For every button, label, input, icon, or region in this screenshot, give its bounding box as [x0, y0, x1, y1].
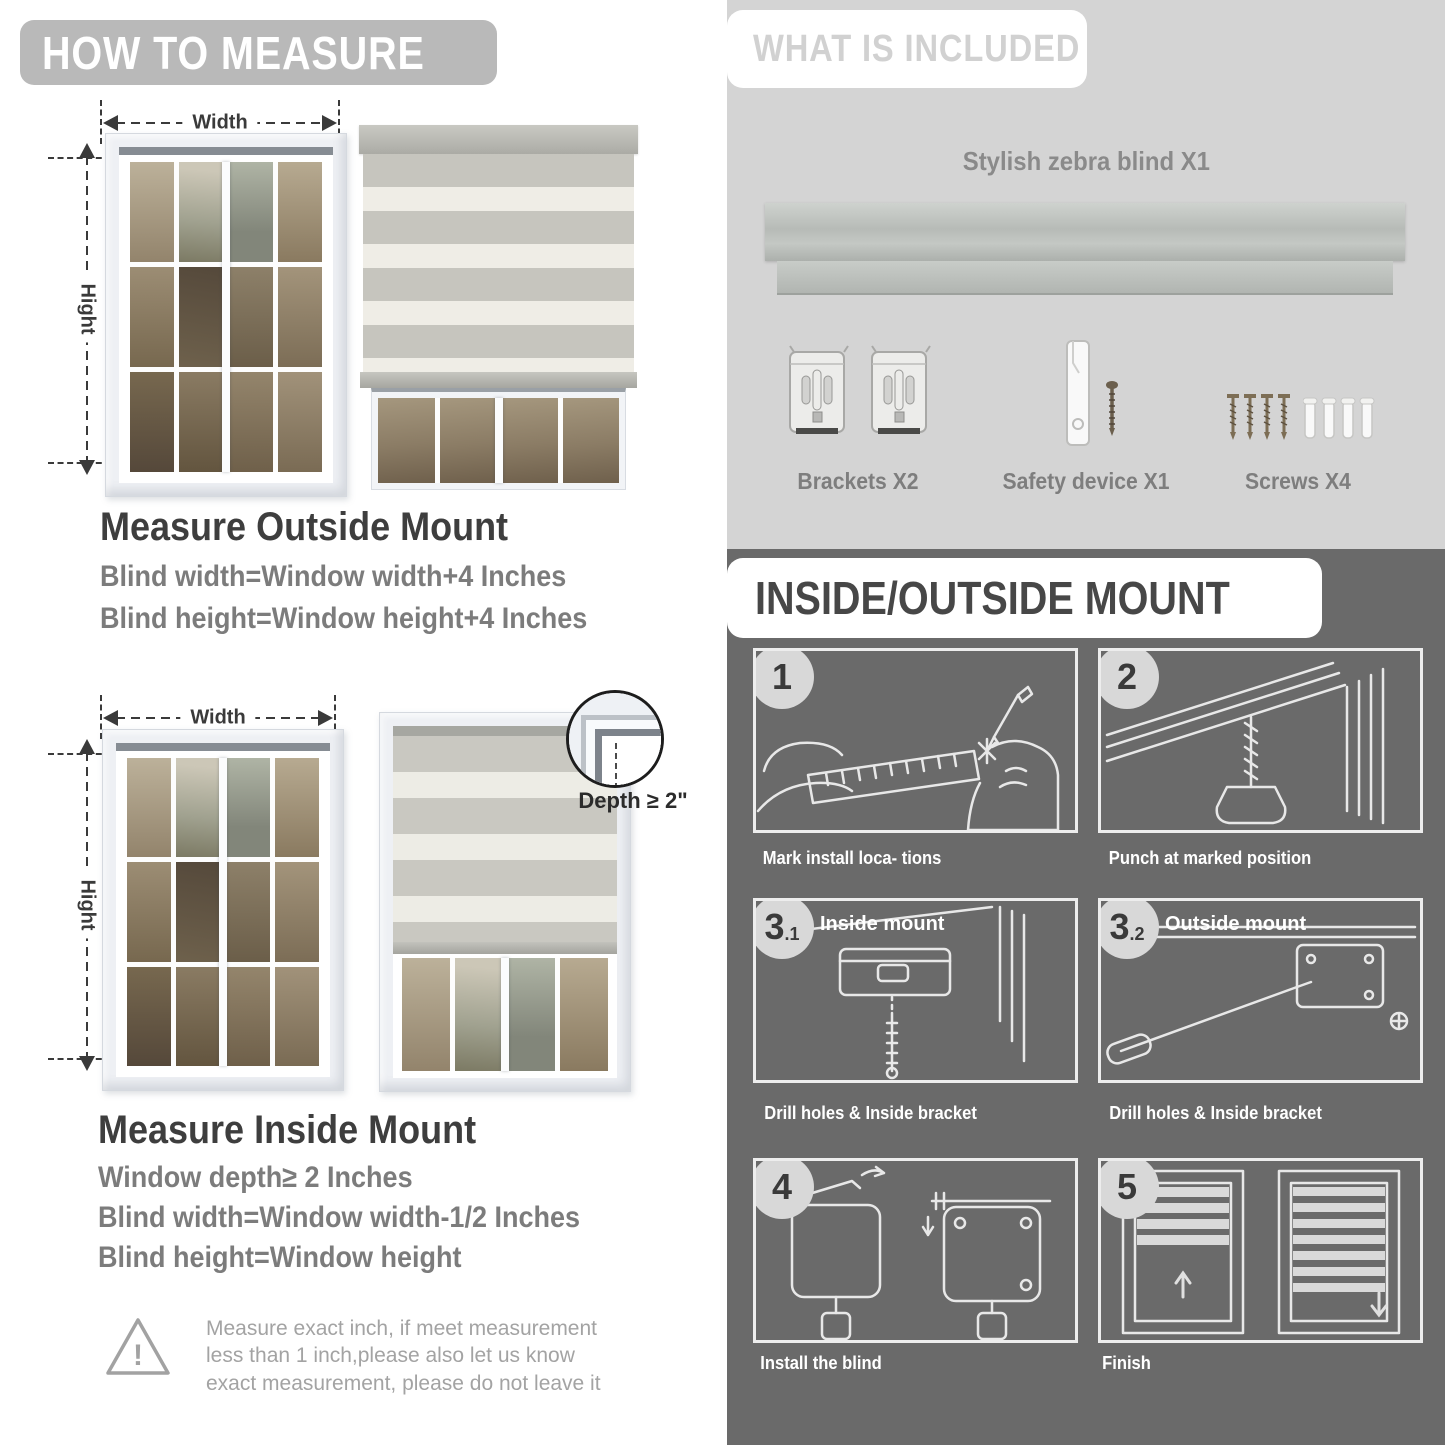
window-pane [179, 162, 223, 262]
headrail-illustration [765, 203, 1405, 261]
what-is-included-section [727, 0, 1445, 549]
window-pane [278, 267, 322, 367]
mount-title: INSIDE/OUTSIDE MOUNT [755, 572, 1230, 624]
height-label-inside: Hight [76, 871, 99, 938]
window-pane [176, 758, 220, 857]
outside-mount-step-label: Outside mount [1165, 913, 1307, 935]
window-pane [176, 862, 220, 961]
screws-icon [1225, 392, 1295, 444]
window-center-divider [222, 162, 230, 472]
window-pane [278, 162, 322, 262]
measure-warning [104, 1315, 644, 1397]
depth-detail-inner-frame [595, 729, 664, 788]
window-pane [226, 967, 270, 1066]
inside-mount-step-label: Inside mount [820, 913, 945, 935]
inside-blind-bottom-rail [393, 942, 617, 954]
step-panel-3-2 [1098, 898, 1423, 1083]
width-label-outside: Width [182, 112, 257, 135]
window-illustration-inside [102, 729, 344, 1091]
window-pane [127, 862, 171, 961]
window-pane [130, 267, 174, 367]
step-caption-1: Mark install loca- tions [762, 848, 942, 868]
step-badge-3-2: 3 .2 [1098, 898, 1159, 959]
warning-triangle-icon [104, 1315, 172, 1381]
step-panel-1 [753, 648, 1078, 833]
window-pane [275, 862, 319, 961]
window-pane [229, 267, 273, 367]
how-to-measure-header [20, 20, 497, 85]
outside-mount-line-1: Blind width=Window width+4 Inches [100, 560, 567, 593]
how-to-measure-title: HOW TO MEASURE [42, 27, 425, 79]
width-tick-left [100, 100, 102, 144]
window-pane [179, 372, 223, 472]
what-is-included-title: WHAT IS INCLUDED [753, 28, 1081, 70]
inside-window-divider [501, 958, 509, 1071]
mount-header [727, 558, 1322, 638]
warning-text: Measure exact inch, if meet measurement less than 1 inch,please also let us know exact measurement, please do not leave it [206, 1317, 601, 1395]
window-pane [130, 372, 174, 472]
bracket-icon-1 [785, 342, 849, 442]
blind-quantity-label: Stylish zebra blind X1 [962, 146, 1210, 176]
step-panel-3-1 [753, 898, 1078, 1083]
outside-mount-title: Measure Outside Mount [100, 505, 509, 549]
window-pane [501, 398, 558, 483]
window-lintel [119, 147, 333, 155]
step-caption-3-2: Drill holes & Inside bracket [1109, 1103, 1322, 1123]
headrail-valance-illustration [777, 261, 1393, 295]
bracket-icon-2 [867, 342, 931, 442]
step-panel-5 [1098, 1158, 1423, 1343]
window-pane [179, 267, 223, 367]
brackets-label: Brackets X2 [797, 468, 919, 494]
depth-label: Depth ≥ 2" [578, 788, 688, 813]
height-label-outside: Hight [76, 275, 99, 342]
window-pane [226, 758, 270, 857]
inside-mount-line-3: Blind height=Window height [98, 1241, 462, 1274]
window-below-blind [371, 388, 626, 490]
window-pane [508, 958, 556, 1071]
step-badge-4: 4 [753, 1158, 814, 1219]
step-caption-2: Punch at marked position [1108, 848, 1312, 868]
window-pane [229, 162, 273, 262]
step-badge-3-1: 3 .1 [753, 898, 814, 959]
window-pane [176, 967, 220, 1066]
inside-mount-line-2: Blind width=Window width-1/2 Inches [98, 1201, 581, 1234]
window-center-divider-2 [219, 758, 227, 1066]
window-pane [275, 758, 319, 857]
window-pane [127, 758, 171, 857]
inside-outside-mount-section [727, 549, 1445, 1445]
safety-device-label: Safety device X1 [1002, 468, 1170, 494]
step-panel-2 [1098, 648, 1423, 833]
inside-mount-title: Measure Inside Mount [98, 1108, 477, 1152]
blind-stripes [363, 154, 634, 372]
zebra-blind-illustration [363, 125, 634, 490]
safety-device-icon [1063, 338, 1093, 448]
window-pane [226, 862, 270, 961]
inside-mount-line-1: Window depth≥ 2 Inches [98, 1161, 413, 1194]
step-caption-4: Install the blind [760, 1353, 882, 1373]
window-pane [378, 398, 435, 483]
step-badge-5: 5 [1098, 1158, 1159, 1219]
step-badge-2: 2 [1098, 648, 1159, 709]
screws-label: Screws X4 [1245, 468, 1351, 494]
window-pane [127, 967, 171, 1066]
step-badge-1: 1 [753, 648, 814, 709]
window-illustration-outside [105, 133, 347, 497]
width-label-inside: Width [180, 707, 255, 730]
height-arrow-outside [64, 140, 110, 478]
window-lintel-2 [116, 743, 330, 751]
depth-detail-dashed-line [615, 743, 617, 788]
window-pane [278, 372, 322, 472]
outside-mount-line-2: Blind height=Window height+4 Inches [100, 602, 588, 635]
blind-bottom-rail [360, 372, 637, 388]
window-below-divider [495, 398, 503, 483]
how-to-measure-section [0, 0, 710, 1445]
window-pane [560, 958, 608, 1071]
window-pane [275, 967, 319, 1066]
window-pane [440, 398, 497, 483]
window-pane [455, 958, 503, 1071]
step-panel-4 [753, 1158, 1078, 1343]
wall-anchors-icon [1303, 396, 1379, 442]
warning-exclamation: ! [133, 1339, 143, 1372]
window-pane [402, 958, 450, 1071]
step-caption-5: Finish [1102, 1353, 1151, 1373]
window-pane [229, 372, 273, 472]
step-caption-3-1: Drill holes & Inside bracket [764, 1103, 977, 1123]
window-pane [563, 398, 620, 483]
depth-detail-circle [566, 690, 664, 788]
safety-screw-icon [1105, 380, 1119, 438]
blind-headrail [359, 125, 638, 154]
window-pane [130, 162, 174, 262]
what-is-included-header [727, 10, 1087, 88]
